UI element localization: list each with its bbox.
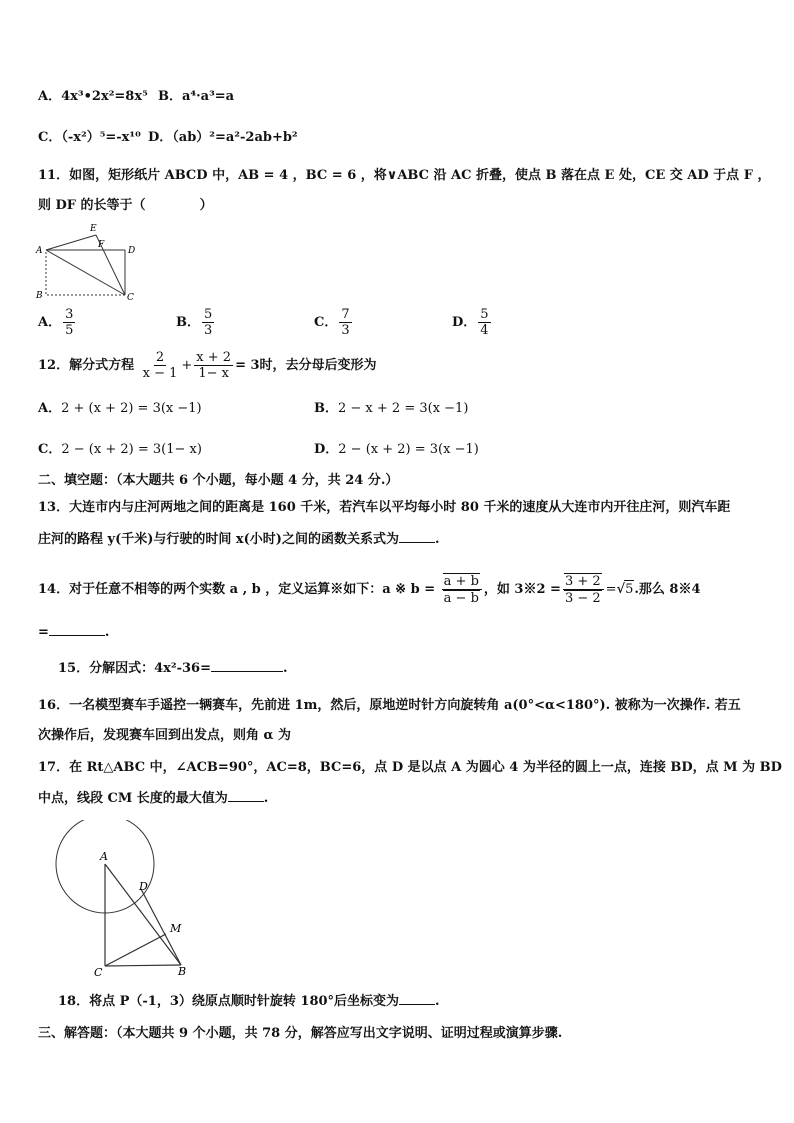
label-f: F: [98, 240, 105, 250]
stem-text: =: [38, 625, 49, 640]
sqrt-value: 5: [625, 582, 634, 597]
option-label: D．: [452, 315, 477, 330]
answer-blank: [399, 542, 435, 543]
q11-option-c: [314, 307, 354, 338]
label-a: A: [36, 246, 43, 256]
answer-blank: [49, 635, 105, 636]
option-label: C．: [314, 315, 338, 330]
fold-edge-ae: [46, 235, 96, 250]
stem-text: .那么 8※4: [634, 582, 701, 597]
section-3-heading: 三、解答题：（本大题共 9 个小题，共 78 分，解答应写出文字说明、证明过程或演算步骤.: [38, 1026, 563, 1041]
denominator: 5: [65, 323, 74, 338]
option-label: C．: [38, 442, 62, 457]
q14-stem-line2: [38, 624, 109, 642]
answer-blank: [211, 671, 283, 672]
q10-option-b: [158, 88, 234, 106]
sqrt-numerator: a + b: [443, 574, 479, 589]
q10-option-d: [148, 129, 298, 147]
label-b: B: [36, 291, 43, 301]
q17-stem-line2: [38, 790, 268, 808]
q11-option-d: [452, 307, 493, 338]
numerator: 5: [480, 307, 489, 322]
q12-option-b: [314, 400, 468, 418]
option-text: 2 − (x + 2) = 3(x −1): [338, 442, 479, 457]
stem-text: .: [434, 532, 440, 547]
q18-stem: [58, 993, 440, 1011]
option-label: B．: [158, 89, 182, 104]
sqrt-denominator: 3 − 2: [564, 591, 601, 606]
stem-text: 则 DF 的长等于（: [38, 198, 146, 213]
stem-text: ，如 3※2 =: [483, 582, 561, 597]
q13-stem-line2: [38, 531, 440, 549]
label-b: B: [178, 965, 187, 978]
answer-blank: [399, 1004, 435, 1005]
sqrt-numerator: 3 + 2: [564, 574, 601, 589]
q11-stem-line1: 11．如图，矩形纸片 ABCD 中，AB = 4 ，BC = 6 ，将∨ABC 沿 AC 折叠，使点 B 落在点 E 处，CE 交 AD 于点 F ，: [38, 168, 771, 183]
numerator: x + 2: [196, 350, 232, 365]
option-label: A．: [38, 401, 62, 416]
stem-text: ）: [199, 198, 213, 213]
label-a: A: [100, 850, 108, 863]
label-e: E: [90, 224, 97, 234]
q12-stem: [38, 350, 377, 381]
option-label: B．: [176, 315, 200, 330]
section-2-heading: 二、填空题：（本大题共 6 个小题，每小题 4 分，共 24 分.）: [38, 473, 399, 488]
stem-text: 12．解分式方程: [38, 358, 135, 373]
stem-text: 14．对于任意不相等的两个实数 a , b ，定义运算※如下：a ※ b =: [38, 582, 436, 597]
numerator: 5: [204, 307, 213, 322]
stem-text: = 3时，去分母后变形为: [235, 358, 377, 373]
option-text: 2 − (x + 2) = 3(1− x): [61, 442, 202, 457]
label-m: M: [170, 922, 182, 935]
label-d: D: [139, 880, 148, 893]
q11-figure: [34, 220, 144, 304]
label-d: D: [128, 246, 136, 256]
stem-text: .: [263, 791, 269, 806]
label-c: C: [127, 293, 134, 303]
option-label: B．: [314, 401, 338, 416]
denominator: 1− x: [198, 366, 229, 381]
option-label: A．: [38, 315, 62, 330]
q10-option-c: [38, 129, 141, 147]
stem-text: .: [282, 661, 288, 676]
q11-option-b: [176, 307, 216, 338]
plus-sign: +: [181, 358, 193, 373]
q17-figure: [50, 820, 200, 982]
option-text: （-x²）⁵=-x¹⁰: [61, 130, 141, 145]
numerator: 2: [155, 350, 165, 365]
q14-stem-line1: 14．对于任意不相等的两个实数 a , b ，定义运算※如下：a ※ b = $\frac{a + b}{a - b}$ ，如 3※2 = $\frac{3 + 2}{3 - 2}$ =√5.那么 8※4: [38, 574, 701, 606]
denominator: 3: [341, 323, 350, 338]
denominator: 4: [480, 323, 489, 338]
q16-stem-line1: 16．一名模型赛车手遥控一辆赛车，先前进 1m，然后，原地逆时针方向旋转角 a(0°<α<180°). 被称为一次操作. 若五: [38, 698, 741, 713]
answer-blank: [228, 801, 264, 802]
q10-option-a: [38, 88, 148, 106]
q16-stem-line2: 次操作后，发现赛车回到出发点，则角 α 为: [38, 728, 292, 743]
label-c: C: [94, 966, 103, 979]
stem-text: 18．将点 P（-1，3）绕原点顺时针旋转 180°后坐标变为: [58, 994, 400, 1009]
option-text: a⁴·a³=a: [182, 89, 235, 104]
option-text: 4x³•2x²=8x⁵: [61, 89, 148, 104]
option-text: （ab）²=a²-2ab+b²: [172, 130, 298, 145]
segment-cb: [105, 965, 181, 966]
q12-option-a: [38, 400, 202, 418]
segment-cm: [105, 934, 166, 966]
stem-text: 15．分解因式：4x²-36=: [58, 661, 211, 676]
option-label: C．: [38, 130, 62, 145]
denominator: 3: [204, 323, 213, 338]
q12-option-c: [38, 441, 202, 459]
option-text: 2 + (x + 2) = 3(x −1): [61, 401, 202, 416]
q15-stem: [58, 660, 288, 678]
q13-stem-line1: 13．大连市内与庄河两地之间的距离是 160 千米，若汽车以平均每小时 80 千米的速度从大连市内开往庄河，则汽车距: [38, 500, 731, 515]
option-label: D．: [148, 130, 173, 145]
stem-text: .: [104, 625, 110, 640]
q17-stem-line1: 17．在 Rt△ABC 中，∠ACB=90°，AC=8，BC=6，点 D 是以点 A 为圆心 4 为半径的圆上一点，连接 BD，点 M 为 BD: [38, 760, 782, 775]
q11-stem-line2: [38, 197, 213, 215]
q12-option-d: [314, 441, 479, 459]
numerator: 7: [341, 307, 350, 322]
numerator: 3: [65, 307, 74, 322]
stem-text: 庄河的路程 y(千米)与行驶的时间 x(小时)之间的函数关系式为: [38, 532, 399, 547]
option-text: 2 − x + 2 = 3(x −1): [338, 401, 469, 416]
sqrt-denominator: a − b: [443, 591, 479, 606]
stem-text: 中点，线段 CM 长度的最大值为: [38, 791, 228, 806]
stem-text: .: [435, 994, 440, 1009]
q11-option-a: [38, 307, 77, 338]
option-label: A．: [38, 89, 62, 104]
equals-sign: =: [605, 582, 617, 597]
diagonal-ac: [46, 250, 125, 295]
denominator: x − 1: [142, 366, 178, 381]
option-label: D．: [314, 442, 339, 457]
